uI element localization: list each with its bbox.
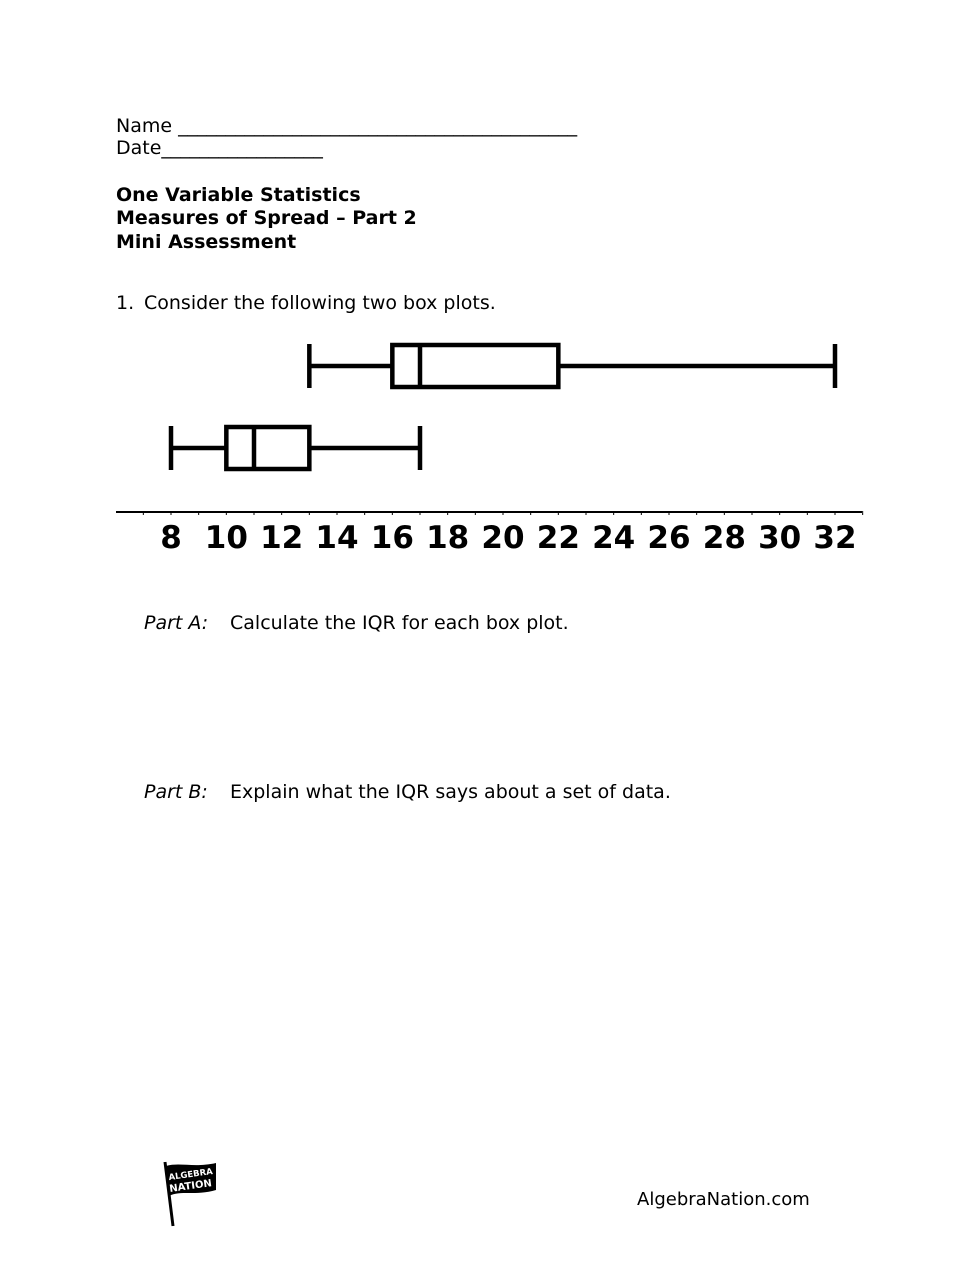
part-b-label: Part B: xyxy=(144,781,208,803)
part-b-text: Explain what the IQR says about a set of data. xyxy=(230,781,671,803)
title-line-3: Mini Assessment xyxy=(116,231,297,253)
site-link: AlgebraNation.com xyxy=(637,1189,810,1210)
name-label: Name xyxy=(116,115,173,137)
logo-text-2: NATION xyxy=(168,1178,213,1195)
part-a-label: Part A: xyxy=(144,612,209,634)
part-a-text: Calculate the IQR for each box plot. xyxy=(230,612,569,634)
tick-label: 30 xyxy=(758,520,802,556)
tick-label: 10 xyxy=(204,520,248,556)
date-label: Date xyxy=(116,137,162,159)
tick-label: 26 xyxy=(647,520,691,556)
box-plot-chart xyxy=(0,330,979,560)
title-line-2: Measures of Spread – Part 2 xyxy=(116,207,417,229)
date-blank: _________________ xyxy=(161,137,323,159)
bottom-box xyxy=(226,427,309,469)
question-number: 1. xyxy=(116,292,135,314)
name-line xyxy=(116,115,577,137)
date-line xyxy=(116,137,323,159)
tick-label: 14 xyxy=(315,520,359,556)
top-box xyxy=(392,345,558,387)
tick-label: 8 xyxy=(160,520,182,556)
title-line-1: One Variable Statistics xyxy=(116,184,361,206)
question-text: Consider the following two box plots. xyxy=(144,292,496,314)
tick-label: 18 xyxy=(426,520,470,556)
tick-label: 22 xyxy=(536,520,580,556)
logo-text-1: ALGEBRA xyxy=(168,1166,214,1184)
tick-label: 28 xyxy=(702,520,746,556)
name-blank: __________________________________________ xyxy=(178,115,578,137)
tick-label: 20 xyxy=(481,520,525,556)
algebra-nation-logo xyxy=(160,1160,222,1230)
tick-label: 24 xyxy=(592,520,636,556)
tick-label: 12 xyxy=(260,520,304,556)
tick-label: 16 xyxy=(370,520,414,556)
tick-label: 32 xyxy=(813,520,857,556)
